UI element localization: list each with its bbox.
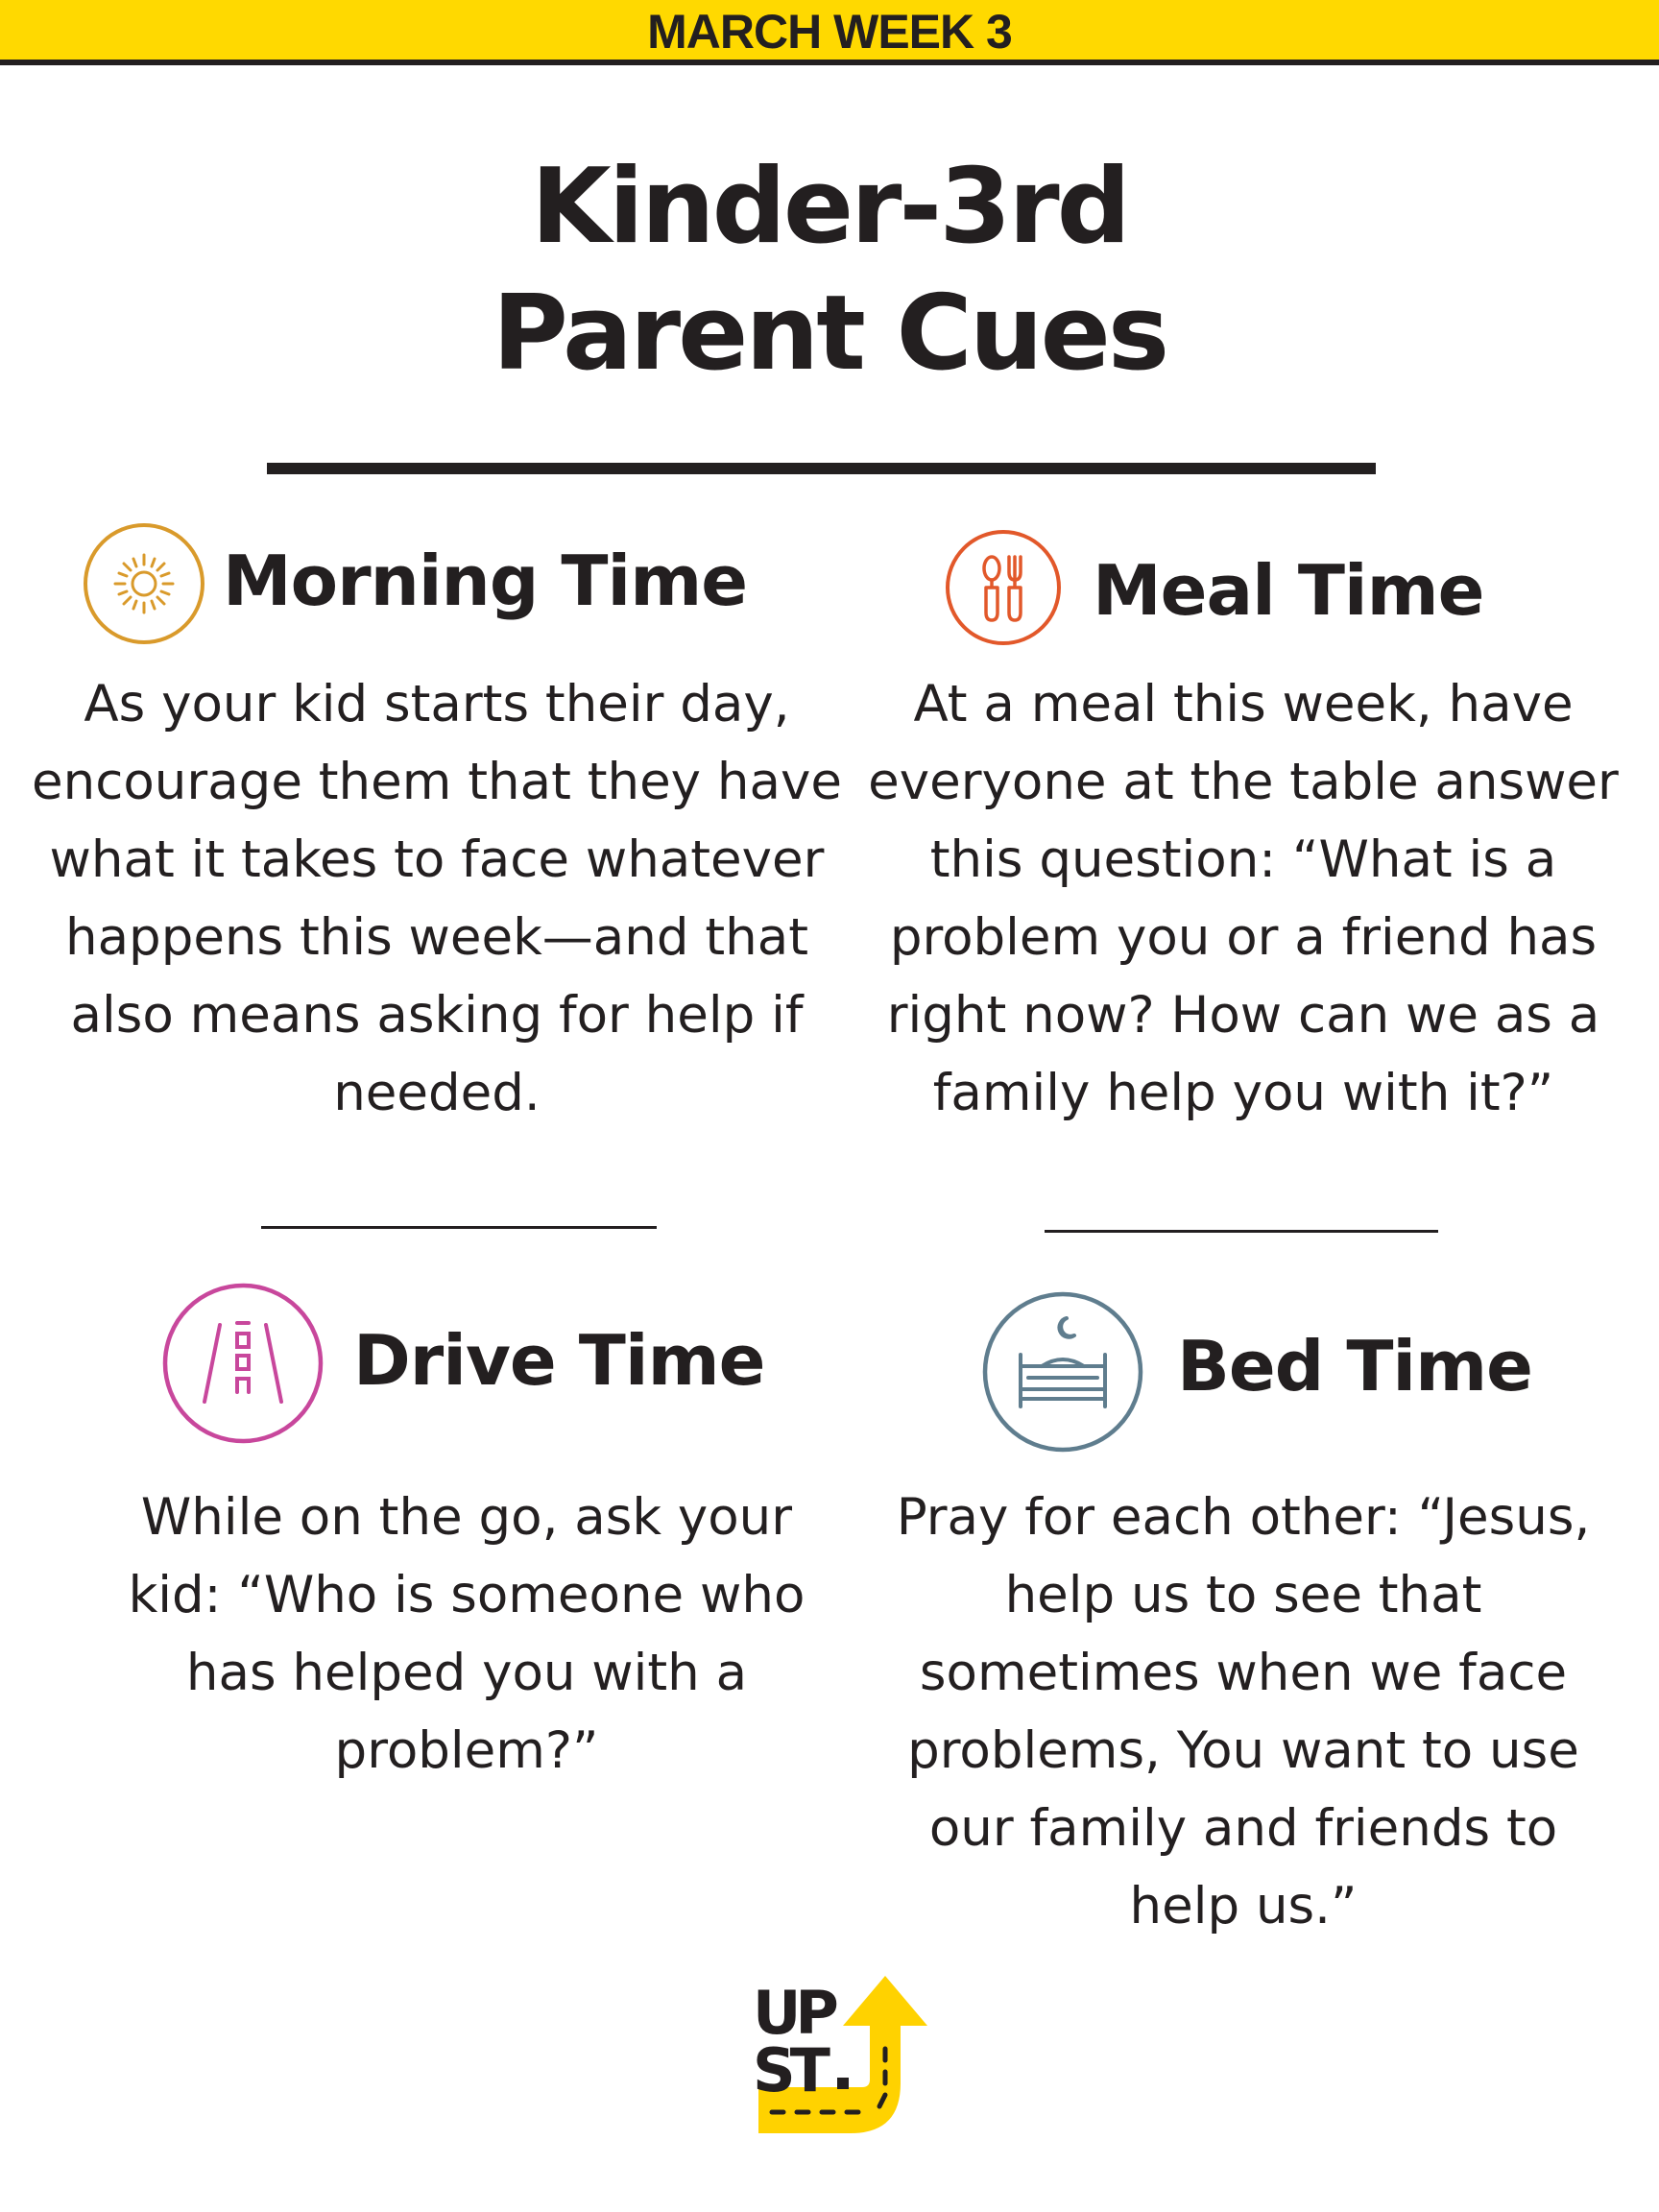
section-heading-drive-time: Drive Time: [353, 1320, 765, 1401]
text-line: our family and friends to: [928, 1799, 1558, 1858]
text-line: encourage them that they have: [32, 753, 842, 811]
text-line: right now? How can we as a: [886, 986, 1600, 1045]
text-line: sometimes when we face: [919, 1644, 1568, 1702]
text-line: At a meal this week, have: [913, 675, 1574, 733]
text-line: happens this week—and that: [64, 908, 808, 967]
section-heading-meal-time: Meal Time: [1093, 550, 1484, 631]
text-line: As your kid starts their day,: [84, 675, 790, 733]
text-line: has helped you with a: [185, 1644, 748, 1702]
text-line: kid: “Who is someone who: [128, 1566, 805, 1624]
week-banner: [0, 0, 1659, 65]
text-line: family help you with it?”: [932, 1064, 1554, 1122]
section-heading-bed-time: Bed Time: [1177, 1326, 1532, 1407]
title-divider: [267, 463, 1376, 474]
text-line: help us to see that: [1004, 1566, 1482, 1624]
text-line: problem you or a friend has: [889, 908, 1598, 967]
sun-icon: [81, 520, 207, 647]
text-line: problems, You want to use: [907, 1721, 1579, 1780]
text-line: While on the go, ask your: [140, 1488, 793, 1547]
logo-text-up: UP: [753, 1978, 833, 2048]
section-divider: [1045, 1230, 1438, 1233]
logo-dot: [837, 2078, 849, 2089]
section-heading-morning-time: Morning Time: [223, 541, 748, 621]
text-line: this question: “What is a: [929, 830, 1557, 889]
logo-text-st: ST: [753, 2035, 825, 2105]
page-title-line-2: Parent Cues: [492, 274, 1167, 394]
text-line: also means asking for help if: [70, 986, 804, 1045]
section-body-bed-time: [828, 1479, 1659, 1945]
section-body-drive-time: [17, 1479, 916, 1790]
bed-moon-icon: [980, 1289, 1145, 1455]
section-body-meal-time: [828, 665, 1659, 1132]
text-line: what it takes to face whatever: [49, 830, 825, 889]
page-title-line-1: Kinder-3rd: [531, 147, 1128, 267]
upstreet-logo: [749, 1968, 931, 2141]
utensils-icon: [944, 528, 1063, 647]
road-icon: [160, 1281, 325, 1446]
page-title: [0, 144, 1659, 397]
text-line: needed.: [333, 1064, 541, 1122]
text-line: Pray for each other: “Jesus,: [896, 1488, 1591, 1547]
text-line: everyone at the table answer: [868, 753, 1619, 811]
section-divider: [261, 1226, 657, 1229]
text-line: help us.”: [1129, 1877, 1358, 1936]
section-body-morning-time: [0, 665, 874, 1132]
text-line: problem?”: [334, 1721, 599, 1780]
week-label: MARCH WEEK 3: [647, 5, 1012, 59]
